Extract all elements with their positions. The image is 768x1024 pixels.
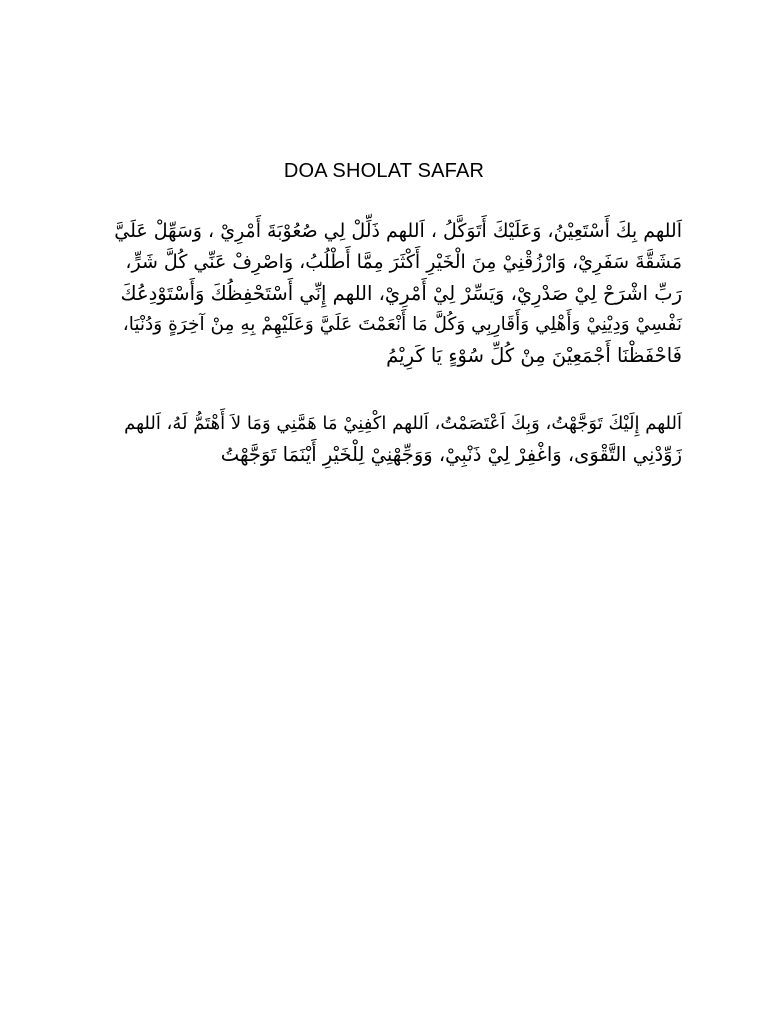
paragraph-line: فَاحْفَظْنَا أَجْمَعِيْنَ مِنْ كُلِّ سُوْءٍ يَا كَرِيْمُ xyxy=(386,344,682,367)
prayer-paragraph-1 xyxy=(112,216,682,371)
paragraph-line: زَوِّدْنِي التَّقْوَى، وَاغْفِرْ لِيْ ذَنْبِيْ، وَوَجِّهْنِيْ لِلْخَيْرِ أَيْنَمَا تَوَجَّهْتُ xyxy=(220,443,682,466)
paragraph-line: اَللهم إِلَيْكَ تَوَجَّهْتُ، وَبِكَ اَعْتَصَمْتُ، اَللهم اكْفِنِيْ مَا هَمَّنِي وَمَا لاَ أَهْتَمُّ لَهُ، اَللهم xyxy=(124,413,682,434)
paragraph-line: اَللهم بِكَ أَسْتَعِيْنُ، وَعَلَيْكَ أَتَوَكَّلُ ، اَللهم ذَلِّلْ لِي صُعُوْبَةَ أَمْرِيْ ، وَسَهِّلْ عَلَيَّ xyxy=(114,220,682,242)
paragraph-line: مَشَقَّةَ سَفَرِيْ، وَارْزُقْنِيْ مِنَ الْخَيْرِ أَكْثَرَ مِمَّا أَطْلُبُ، وَاصْرِفْ عَنِّي كُلَّ شَرٍّ، xyxy=(125,251,682,273)
paragraph-line: نَفْسِيْ وَدِيْنِيْ وَأَهْلِي وَأَقَارِبِي وَكُلَّ مَا أَنْعَمْتَ عَلَيَّ وَعَلَيْهِمْ بِهِ مِنْ آخِرَةٍ وَدُنْيَا، xyxy=(122,314,682,335)
paragraph-line: رَبِّ اشْرَحْ لِيْ صَدْرِيْ، وَيَسِّرْ لِيْ أَمْرِيْ، اللهم إِنِّي أَسْتَحْفِظُكَ وَأَسْتَوْدِعُكَ xyxy=(120,282,682,305)
prayer-paragraph-2 xyxy=(112,408,682,470)
document-title: DOA SHOLAT SAFAR xyxy=(283,160,485,182)
